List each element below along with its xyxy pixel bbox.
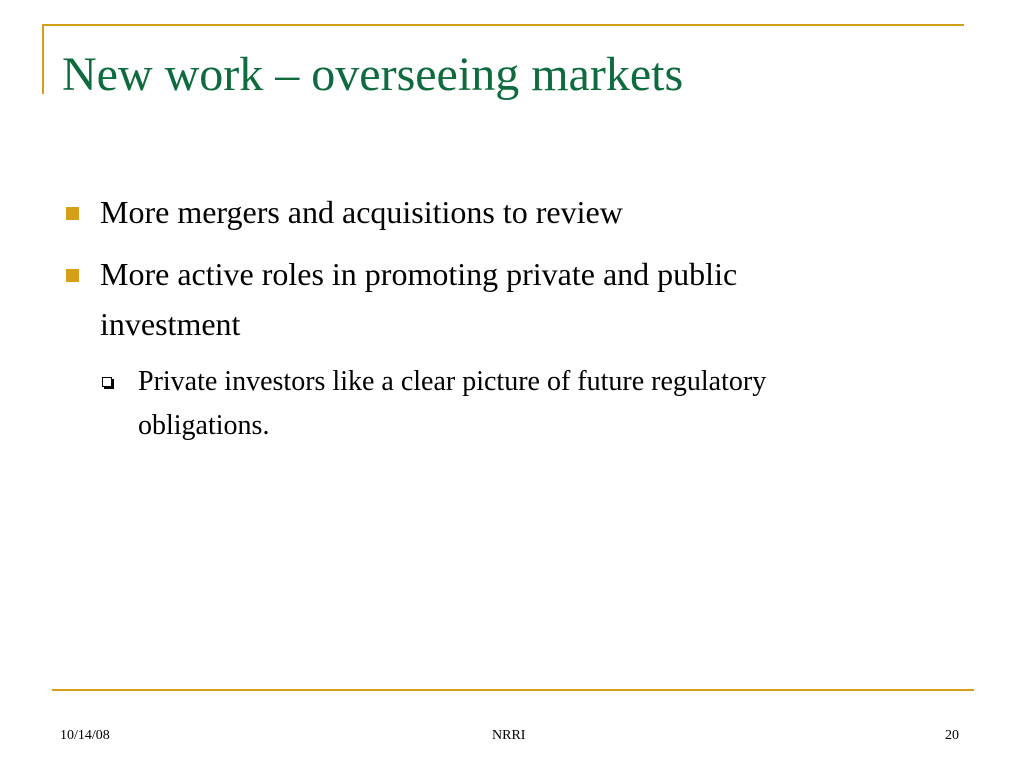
- bullet-text-line-1: More active roles in promoting private and public: [100, 256, 738, 292]
- slide-title: New work – overseeing markets: [62, 48, 684, 101]
- square-bullet-icon: [66, 269, 79, 282]
- bullet-text: More mergers and acquisitions to review: [100, 194, 623, 230]
- sub-bullet-text-line-2: obligations.: [138, 410, 270, 441]
- bullet-text-line-2: investment: [100, 306, 241, 342]
- frame-top-line: [42, 24, 964, 26]
- sub-bullet-text-line-1: Private investors like a clear picture of future regulatory: [138, 366, 767, 397]
- hollow-square-bullet-icon: [102, 377, 112, 387]
- footer-date: 10/14/08: [60, 728, 110, 743]
- footer-divider: [52, 689, 974, 691]
- square-bullet-icon: [66, 207, 79, 220]
- footer-page-number: 20: [945, 728, 959, 743]
- footer-organization: NRRI: [492, 728, 526, 743]
- frame-left-line: [42, 24, 44, 94]
